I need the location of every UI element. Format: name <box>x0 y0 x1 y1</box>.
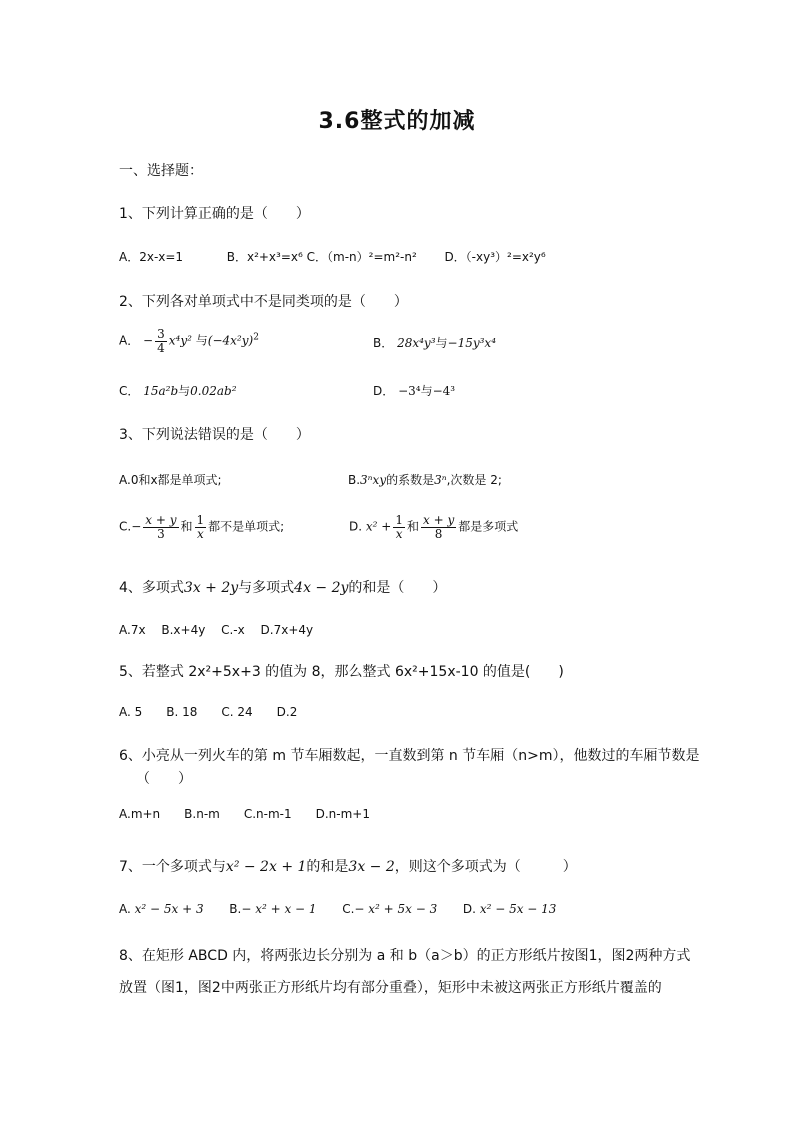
question-8-text <box>119 941 691 1003</box>
question-2-stem: 2、下列各对单项式中不是同类项的是（ ） <box>119 294 408 310</box>
q7-option-d: D. x² − 5x − 13 <box>462 902 557 916</box>
section-heading: 一、选择题： <box>119 163 203 179</box>
question-3-stem: 3、下列说法错误的是（ ） <box>119 427 310 443</box>
q2-option-b: B． 28x⁴y³与−15y³x⁴ <box>373 336 497 350</box>
question-5-stem: 5、若整式 2x²+5x+3 的值为 8，那么整式 6x²+15x-10 的值是( ) <box>119 664 564 680</box>
question-7-options <box>119 902 556 916</box>
question-6-stem-line2: （ ） <box>136 771 192 787</box>
question-4-options: A.7x B.x+4y C.-x D.7x+4y <box>119 623 314 637</box>
q3-option-a: A.0和x都是单项式; <box>119 473 222 487</box>
q2-option-a: A． − $\frac{3}{4}$ x⁴y² 与$(-4x^2y)^2$ <box>119 327 259 355</box>
q1-option-d: D．（-xy³）²=x²y⁶ <box>444 250 546 264</box>
question-8-line2: 放置（图1，图2中两张正方形纸片均有部分重叠），矩形中未被这两张正方形纸片覆盖的 <box>119 980 662 996</box>
q2-option-d: D． −3⁴与−4³ <box>373 384 456 398</box>
q7-option-b: B.− x² + x − 1 <box>229 902 317 916</box>
q2-option-c: C． 15a²b与0.02ab² <box>119 384 237 398</box>
question-1-options <box>119 248 546 265</box>
q1-option-a: A．2x-x=1 <box>119 250 184 264</box>
q7-option-a: A. x² − 5x + 3 <box>119 902 204 916</box>
question-6-stem-line1: 6、小亮从一列火车的第 m 节车厢数起，一直数到第 n 节车厢（n>m），他数过的车厢节数是 <box>119 748 700 764</box>
question-6-options: A.m+n B.n-m C.n-m-1 D.n-m+1 <box>119 807 370 821</box>
q1-option-c: C．（m-n）²=m²-n² <box>306 250 417 264</box>
question-8-line1: 8、在矩形 ABCD 内，将两张边长分别为 a 和 b（a＞b）的正方形纸片按图1，图2两种方式 <box>119 948 691 964</box>
question-1-stem: 1、下列计算正确的是（ ） <box>119 206 310 222</box>
question-5-options: A. 5 B. 18 C. 24 D.2 <box>119 705 298 719</box>
q7-option-c: C.− x² + 5x − 3 <box>342 902 438 916</box>
page-title: 3.6整式的加减 <box>318 109 476 134</box>
question-7-stem: 7、一个多项式与x² − 2x + 1的和是3x − 2，则这个多项式为（ ） <box>119 859 577 875</box>
q3-option-c: C.− $\frac{x + y}{3}$ 和 $\frac{1}{x}$ 都不是单项式; <box>119 513 285 541</box>
q3-option-b: B.3ⁿxy的系数是3ⁿ,次数是 2; <box>348 473 502 487</box>
q1-option-b: B．x²+x³=x⁶ <box>226 250 303 264</box>
q3-option-d: D. x² + $\frac{1}{x}$ 和 $\frac{x + y}{8}$ 都是多项式 <box>349 513 519 541</box>
question-4-stem: 4、多项式3x + 2y与多项式4x − 2y的和是（ ） <box>119 580 447 596</box>
